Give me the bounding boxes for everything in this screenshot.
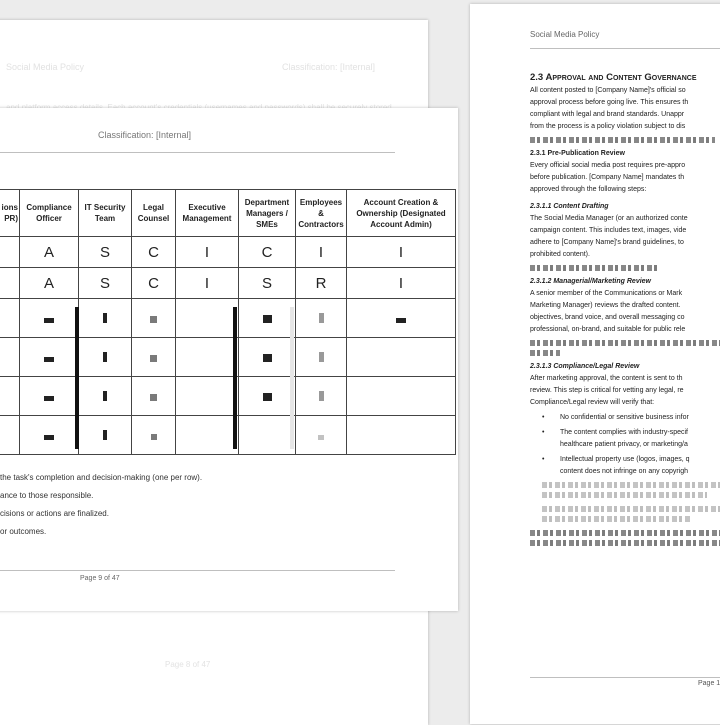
table-cell: C [132, 268, 176, 299]
page-footer: Page 9 of 47 [80, 575, 120, 582]
list-item: • No confidential or sensitive business infor [530, 412, 720, 424]
legend-line: or outcomes. [0, 527, 47, 536]
right-page-header: Social Media Policy [530, 30, 600, 39]
paragraph-line: Marketing Manager) reviews the drafted content. [530, 302, 681, 309]
paragraph-line: A senior member of the Communications or Mark [530, 290, 683, 297]
table-header: Employees & Contractors [296, 190, 347, 237]
paragraph-line: All content posted to [Company Name]'s official so [530, 87, 686, 94]
table-cell [0, 237, 20, 268]
legend-line: cisions or actions are finalized. [0, 509, 109, 518]
table-cell: A [20, 268, 79, 299]
paragraph-line: from the process is a policy violation subject to dis [530, 123, 686, 130]
table-header: IT Security Team [79, 190, 132, 237]
table-cell: S [79, 237, 132, 268]
table-cell: I [347, 237, 456, 268]
paragraph-line: before publication. [Company Name] mandates th [530, 174, 685, 181]
subsection-title: 2.3.1.2 Managerial/Marketing Review [530, 278, 651, 285]
table-cell: I [176, 268, 239, 299]
table-header: ions PR) [0, 190, 20, 237]
subsection-title: 2.3.1 Pre-Publication Review [530, 150, 625, 157]
table-divider [233, 307, 237, 449]
table-cell: C [239, 237, 296, 268]
table-cell: C [132, 237, 176, 268]
table-header: Account Creation & Ownership (Designated Account Admin) [347, 190, 456, 237]
paragraph-line: After marketing approval, the content is sent to th [530, 375, 683, 382]
header-rule [0, 152, 395, 153]
table-row-redacted [0, 338, 456, 377]
paragraph-line: prohibited content). [530, 251, 590, 258]
paragraph-line: objectives, brand voice, and overall messaging co [530, 314, 685, 321]
blurred-text [530, 530, 720, 536]
table-row [0, 268, 456, 299]
legend-line: the task's completion and decision-making (one per row). [0, 473, 203, 482]
table-row-redacted [0, 416, 456, 455]
paragraph-line: professional, on-brand, and suitable for public rele [530, 326, 686, 333]
table-cell: R [296, 268, 347, 299]
blurred-text [530, 540, 720, 546]
table-cell: S [239, 268, 296, 299]
bullet-icon: • [542, 429, 545, 436]
header-rule [530, 48, 720, 49]
table-cell: S [79, 268, 132, 299]
paragraph-line: approval process before going live. This ensures th [530, 99, 689, 106]
list-item: • Intellectual property use (logos, images, q content does not infringe on any copyrigh [542, 456, 690, 475]
section-title: 2.3 Approval and Content Governance [530, 72, 697, 83]
list-item: • The content complies with industry-specif healthcare patient privacy, or marketing/a [542, 429, 688, 448]
table-row [0, 237, 456, 268]
paragraph-line: compliant with legal and brand standards. Unappr [530, 111, 685, 118]
page-footer: Page 1 [698, 680, 720, 687]
subsection-title: 2.3.1.1 Content Drafting [530, 203, 609, 210]
subsection-title: 2.3.1.3 Compliance/Legal Review [530, 363, 640, 370]
paragraph-line: campaign content. This includes text, images, vide [530, 227, 687, 234]
blurred-bullets [530, 482, 720, 522]
table-header: Department Managers / SMEs [239, 190, 296, 237]
table-row-redacted [0, 377, 456, 416]
back-page-header-title: Social Media Policy [6, 62, 85, 72]
table-cell: A [20, 237, 79, 268]
blurred-text [530, 350, 560, 356]
table-divider [290, 307, 294, 449]
middle-page [0, 108, 458, 611]
raci-table [0, 189, 456, 455]
back-page-footer: Page 8 of 47 [165, 660, 211, 669]
table-row-redacted [0, 299, 456, 338]
paragraph-line: Compliance/Legal review will verify that: [530, 399, 655, 406]
right-page [470, 4, 720, 724]
blurred-text [530, 340, 720, 346]
blurred-text [530, 137, 715, 143]
back-page-header-classification: Classification: [Internal] [282, 62, 376, 72]
page-classification: Classification: [Internal] [98, 130, 192, 140]
table-cell: I [296, 237, 347, 268]
table-header: Executive Management [176, 190, 239, 237]
table-header: Legal Counsel [132, 190, 176, 237]
table-header-row [0, 190, 456, 237]
table-header: Compliance Officer [20, 190, 79, 237]
blurred-text [530, 265, 660, 271]
table-divider [75, 307, 79, 449]
table-cell: I [347, 268, 456, 299]
right-page-body [530, 72, 720, 550]
bullet-icon: • [542, 456, 545, 463]
table-cell [0, 268, 20, 299]
paragraph-line: adhere to [Company Name]'s brand guidelines, to [530, 239, 684, 246]
legend-line: ance to those responsible. [0, 491, 94, 500]
bullet-icon: • [542, 414, 545, 421]
footer-rule [0, 570, 395, 571]
table-cell: I [176, 237, 239, 268]
footer-rule [530, 677, 720, 678]
paragraph-line: approved through the following steps: [530, 186, 647, 193]
paragraph-line: The Social Media Manager (or an authorized conte [530, 215, 688, 222]
paragraph-line: Every official social media post requires pre-appro [530, 162, 686, 169]
paragraph-line: review. This step is critical for vetting any legal, re [530, 387, 684, 394]
